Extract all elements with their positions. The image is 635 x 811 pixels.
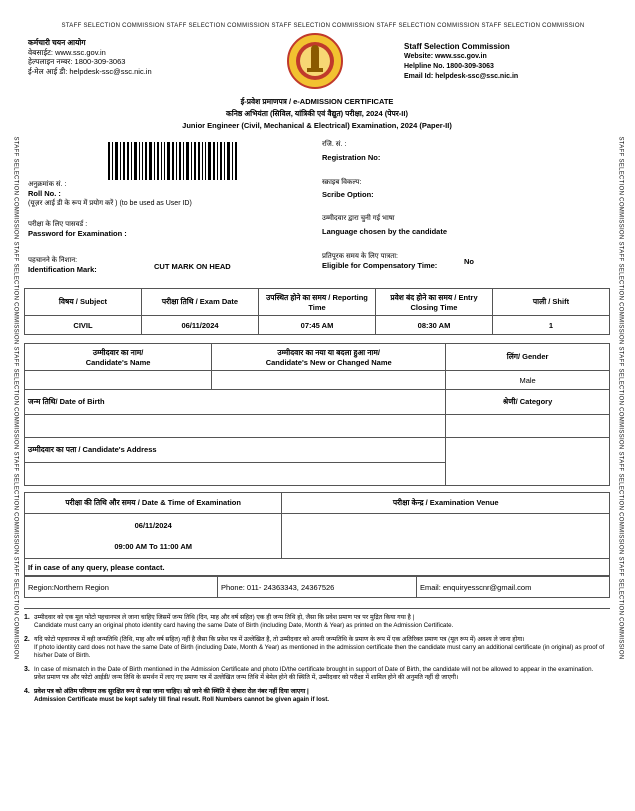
new-name-label-english: Candidate's New or Changed Name (265, 357, 392, 367)
barcode-bar (202, 142, 203, 180)
org-name-hindi: कर्मचारी चयन आयोग (28, 38, 86, 47)
header-reporting-time: उपस्थित होने का समय / Reporting Time (259, 289, 376, 316)
candidate-info-block (24, 138, 610, 288)
barcode-bar (213, 142, 215, 180)
candidate-name-value (25, 371, 212, 390)
instruction-2 (24, 636, 610, 660)
barcode-bar (227, 142, 230, 180)
new-name-value (212, 371, 446, 390)
instruction-3 (24, 666, 610, 682)
barcode-bar (154, 142, 155, 180)
gender-label: लिंग/ Gender (446, 344, 610, 371)
contact-table (24, 576, 610, 598)
registration-label: Registration No: (322, 153, 381, 162)
candidate-details-table (24, 343, 610, 486)
region-text: Region:Northern Region (25, 577, 218, 598)
helpline-english: Helpline No. 1800-309-3063 (404, 63, 494, 70)
exam-schedule-table (24, 288, 610, 335)
dob-value (25, 415, 446, 438)
instruction-3-english: In case of mismatch in the Date of Birth mentioned in the Admission Certificate and photo ID/the certificate brought in support of Date of Birth, the candidate will not be allowed to appear in the examination. (34, 666, 594, 673)
header-entry-closing-time: प्रवेश बंद होने का समय / Entry Closing Time (376, 289, 493, 316)
barcode-bar (172, 142, 174, 180)
title-line-1: ई-प्रवेश प्रमाणपत्र / e-ADMISSION CERTIFICATE (240, 97, 394, 106)
barcode-bar (186, 142, 189, 180)
compensatory-value: No (464, 257, 474, 266)
org-name-english: Staff Selection Commission (404, 42, 510, 51)
phone-text: Phone: 011- 24363343, 24367526 (218, 577, 417, 598)
website-hindi: वेबसाईट: www.ssc.gov.in (28, 47, 106, 57)
ssc-emblem-logo (286, 32, 344, 90)
query-title: If in case of any query, please contact. (25, 559, 610, 576)
barcode-bar (157, 142, 159, 180)
certificate-title (24, 96, 610, 132)
barcode-bar (224, 142, 225, 180)
instruction-1-english: Candidate must carry an original photo identity card having the same Date of Birth (including Date, Month & Year) as printed on the Admission Certificate. (34, 622, 454, 629)
compensatory-label-hindi: प्रतिपूरक समय के लिए पात्रता: (322, 253, 398, 260)
barcode (108, 142, 244, 180)
barcode-bar (108, 142, 110, 180)
shift-value: 1 (493, 316, 610, 335)
instruction-4-number: 4. (24, 688, 30, 695)
watermark-right: STAFF SELECTION COMMISSION STAFF SELECTION COMMISSION STAFF SELECTION COMMISSION STAFF SELECTION COMMISSION STAFF SELECTION COMMISSION (617, 136, 624, 660)
barcode-bar (235, 142, 237, 180)
barcode-bar (149, 142, 152, 180)
barcode-bar (232, 142, 233, 180)
category-label: श्रेणी/ Category (446, 390, 610, 415)
barcode-bar (198, 142, 200, 180)
header (24, 32, 610, 92)
password-label-hindi: परीक्षा के लिए पासवर्ड : (28, 221, 88, 228)
exam-venue-label: परीक्षा केन्द्र / Examination Venue (282, 493, 610, 514)
roll-label-hindi: अनुक्रमांक सं. : (28, 181, 67, 188)
email-hindi: ई-मेल आई डी: helpdesk-ssc@ssc.nic.in (28, 66, 152, 76)
barcode-bar (179, 142, 181, 180)
dob-label: जन्म तिथि/ Date of Birth (25, 390, 446, 415)
helpline-hindi: हेल्पलाइन नम्बर: 1800-309-3063 (28, 57, 126, 66)
identification-value: CUT MARK ON HEAD (154, 262, 231, 271)
barcode-bar (183, 142, 184, 180)
exam-date-value: 06/11/2024 (142, 316, 259, 335)
barcode-bar (217, 142, 218, 180)
instruction-1 (24, 614, 610, 630)
email-english: Email Id: helpdesk-ssc@ssc.nic.in (404, 73, 519, 80)
registration-label-hindi: रजि. सं. : (322, 141, 347, 148)
header-shift: पाली / Shift (493, 289, 610, 316)
barcode-bar (191, 142, 192, 180)
barcode-bar (167, 142, 170, 180)
instruction-4 (24, 688, 610, 704)
barcode-bar (194, 142, 196, 180)
table-row (25, 316, 610, 335)
barcode-bar (112, 142, 113, 180)
exam-datetime-value (25, 514, 282, 559)
reporting-time-value: 07:45 AM (259, 316, 376, 335)
candidate-name-label (25, 344, 212, 371)
email-text: Email: enquiryesscnr@gmail.com (416, 577, 609, 598)
exam-venue-table (24, 492, 610, 576)
instruction-4-english: Admission Certificate must be kept safely till final result. Roll Numbers cannot be given again if lost. (34, 696, 329, 703)
candidate-name-label-hindi: उम्मीदवार का नाम/ (92, 347, 144, 357)
header-subject: विषय / Subject (25, 289, 142, 316)
table-header-row (25, 289, 610, 316)
roll-label: Roll No. : (28, 189, 61, 198)
barcode-bar (164, 142, 165, 180)
scribe-label: Scribe Option: (322, 190, 374, 199)
instruction-2-number: 2. (24, 636, 30, 643)
admission-certificate (24, 32, 610, 710)
barcode-bar (161, 142, 162, 180)
header-exam-date: परीक्षा तिथि / Exam Date (142, 289, 259, 316)
candidate-name-label-english: Candidate's Name (85, 357, 151, 367)
photo-box (446, 438, 610, 486)
language-label: Language chosen by the candidate (322, 227, 448, 236)
barcode-bar (205, 142, 206, 180)
barcode-bar (134, 142, 137, 180)
exam-datetime-label: परीक्षा की तिथि और समय / Date & Time of Examination (25, 493, 282, 514)
instruction-2-hindi: यदि फोटो पहचानपत्र में वही जन्मतिथि (तिथि, माह और वर्ष सहित) नहीं है जैसा कि प्रवेश पत्र में उल्लेखित है, तो उम्मीदवार को अपनी जन्मतिथि के प्रमाण के रूप में एक अतिरिक्त प्रमाण पत्र (मूल रूप में) अवश्य ले जाना होगा। (34, 636, 525, 643)
exam-date-text: 06/11/2024 (134, 521, 172, 530)
barcode-bar (123, 142, 125, 180)
website-english: Website: www.ssc.gov.in (404, 53, 487, 60)
header-left (28, 38, 152, 76)
compensatory-label: Eligible for Compensatory Time: (322, 261, 438, 270)
barcode-bar (115, 142, 118, 180)
instruction-1-hindi: उम्मीदवार को एक मूल फोटो पहचानपत्र ले जाना चाहिए जिसमें जन्म तिथि (दिन, माह और वर्ष सहित) एक ही जन्म तिथि हो, जैसा कि प्रवेश प्रमाण पत्र पर मुद्रित किया गया है | (34, 614, 415, 621)
identification-label-hindi: पहचानने के निशान: (28, 257, 78, 264)
watermark-left: STAFF SELECTION COMMISSION STAFF SELECTION COMMISSION STAFF SELECTION COMMISSION STAFF SELECTION COMMISSION STAFF SELECTION COMMISSION (12, 136, 19, 660)
address-label: उम्मीदवार का पता / Candidate's Address (25, 438, 446, 463)
password-label: Password for Examination : (28, 229, 127, 238)
entry-closing-time-value: 08:30 AM (376, 316, 493, 335)
identification-label: Identification Mark: (28, 265, 97, 274)
exam-venue-value (282, 514, 610, 559)
barcode-bar (145, 142, 147, 180)
barcode-bar (127, 142, 129, 180)
barcode-bar (120, 142, 121, 180)
exam-time-text: 09:00 AM To 11:00 AM (114, 542, 193, 551)
new-name-label-hindi: उम्मीदवार का नया या बदला हुआ नाम/ (277, 347, 380, 357)
instruction-1-number: 1. (24, 614, 30, 621)
barcode-bar (131, 142, 132, 180)
barcode-bar (142, 142, 143, 180)
barcode-bar (176, 142, 177, 180)
address-value (25, 463, 446, 486)
category-value (446, 415, 610, 438)
title-line-2: कनिष्ठ अभियंता (सिविल, यांत्रिकी एवं वैद्युत) परीक्षा, 2024 (पेपर-II) (226, 109, 408, 118)
instruction-3-hindi: प्रवेश प्रमाण पत्र और फोटो आईडी/ जन्म तिथि के समर्थन में लाए गए प्रमाण पत्र में उल्लेखित जन्म तिथि में बेमेल होने की स्थिति में, उम्मीदवार को परीक्षा में शामिल होने की अनुमति नहीं दी जाएगी। (34, 674, 459, 681)
roll-note: (यूज़र आई डी के रूप में प्रयोग करें ) (to be used as User ID) (28, 200, 192, 207)
scribe-label-hindi: स्क्राइब विकल्प: (322, 179, 362, 186)
subject-value: CIVIL (25, 316, 142, 335)
instruction-2-english: If photo identity card does not have the same Date of Birth (including Date, Month & Year) as mentioned in the admission certificate then the candidate must carry an additional certificate (in original) as proof of his/her Date of Birth. (34, 644, 605, 659)
gender-value: Male (446, 371, 610, 390)
barcode-bar (220, 142, 222, 180)
language-label-hindi: उम्मीदवार द्वारा चुनी गई भाषा (322, 215, 395, 222)
barcode-bar (139, 142, 140, 180)
instruction-3-number: 3. (24, 666, 30, 673)
watermark-top: STAFF SELECTION COMMISSION STAFF SELECTION COMMISSION STAFF SELECTION COMMISSION STAFF SELECTION COMMISSION STAFF SELECTION COMMISSION (61, 23, 585, 29)
instructions (24, 608, 610, 704)
barcode-bar (208, 142, 211, 180)
instruction-4-hindi: प्रवेश पत्र को अंतिम परिणाम तक सुरक्षित रूप से रखा जाना चाहिए। खो जाने की स्थिति में दोबारा रोल नंबर नहीं दिया जाएगा | (34, 688, 309, 695)
header-right (404, 42, 518, 82)
new-name-label (212, 344, 446, 371)
title-line-3: Junior Engineer (Civil, Mechanical & Electrical) Examination, 2024 (Paper-II) (182, 121, 452, 130)
